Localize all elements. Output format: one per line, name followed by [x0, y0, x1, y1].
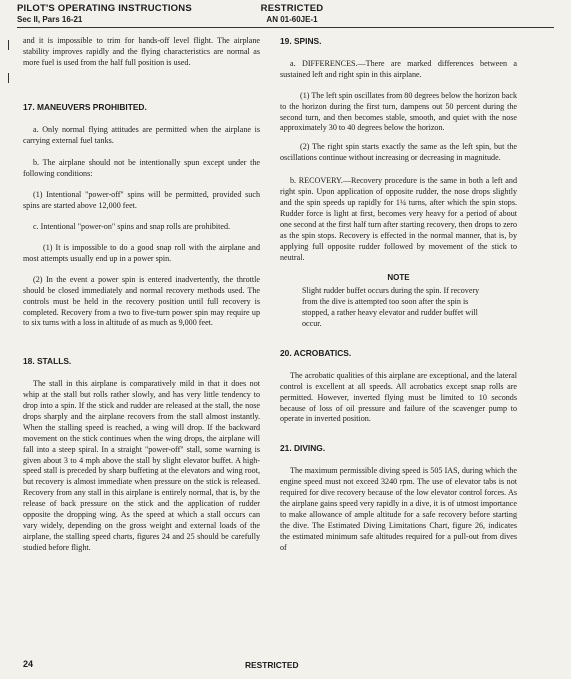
page-number: 24	[23, 659, 34, 669]
section-21-heading: 21. DIVING.	[280, 443, 326, 454]
section-19-a1: (1) The left spin oscillates from 80 degrees below the horizon back to the horizon during the first turn, dampens out 50 percent during the second turn, and then becomes stable, smooth, and quiet with the nose approximately 30 to 40 degrees below the horizon.	[280, 90, 517, 133]
section-20-heading: 20. ACROBATICS.	[280, 347, 352, 358]
note-body: Slight rudder buffet occurs during the spin. If recovery from the dive is attempted too soon after the spin is stopped, a rather heavy elevator and rudder buffet will occur.	[302, 286, 480, 329]
footer-classification: RESTRICTED	[245, 660, 299, 670]
header-doc-number: AN 01-60JE-1	[266, 15, 318, 24]
section-17-c1: (1) It is impossible to do a good snap roll with the airplane and most attempts usually end up in a power spin.	[23, 242, 260, 263]
header-right	[252, 3, 332, 24]
intro-paragraph: and it is impossible to trim for hands-off level flight. The airplane stability improves rapidly and the flying characteristics are normal as more fuel is used from the half full position is used.	[23, 36, 260, 67]
margin-mark	[8, 40, 9, 50]
section-17-a: a. Only normal flying attitudes are permitted when the airplane is carrying external fuel tanks.	[23, 124, 260, 145]
section-17-c: c. Intentional "power-on" spins and snap rolls are prohibited.	[33, 222, 231, 232]
header-section: Sec II, Pars 16-21	[17, 15, 83, 24]
note-heading: NOTE	[387, 273, 410, 283]
section-21-body: The maximum permissible diving speed is 505 IAS, during which the engine speed must not exceed 3240 rpm. The use of elevator tabs is not required for dive recovery because of the low elevator control forces. As the airplane gains speed very rapidly in a dive, it is of utmost importance to make allowance of ample altitude for a safe recovery before starting the dive. The Estimated Diving Limitations Chart, figure 26, indicates the estimated minimum safe altitudes required for a pull-out from dives of	[280, 466, 517, 552]
margin-mark	[8, 73, 9, 83]
section-17-heading: 17. MANEUVERS PROHIBITED.	[23, 101, 147, 112]
section-18-heading: 18. STALLS.	[23, 356, 72, 367]
header-classification: RESTRICTED	[260, 3, 324, 14]
left-column	[23, 36, 260, 554]
right-column	[280, 36, 517, 554]
section-20-body: The acrobatic qualities of this airplane are exceptional, and the lateral control is excellent at all speeds. All acrobatics except snap rolls are permitted. However, inverted flying must be limited to 10 seconds because of loss of oil pressure and failure of the scavenger pump to operate in inverted position.	[280, 370, 517, 424]
header-title: PILOT'S OPERATING INSTRUCTIONS	[17, 3, 192, 14]
section-19-b: b. RECOVERY.—Recovery procedure is the same in both a left and right spin. Upon application of opposite rudder, the nose drops slightly and the spin speeds up rapidly for 1¼ turns, after which the spin stops. Rudder force is light at first, becomes very heavy for a period of about one second at the first half turn after starting recovery, then drops to zero as the spin stops. Recovery is effected in the normal manner, that is, by applying full opposite rudder followed by movement of the stick to neutral.	[280, 176, 517, 262]
header-left	[17, 3, 192, 24]
section-17-b1: (1) Intentional "power-off" spins will be permitted, provided such spins are started above 12,000 feet.	[23, 190, 260, 211]
section-19-a: a. DIFFERENCES.—There are marked differences between a sustained left and right spin in this airplane.	[280, 58, 517, 79]
section-19-heading: 19. SPINS.	[280, 36, 322, 46]
header-rule	[17, 27, 554, 28]
section-17-c2: (2) In the event a power spin is entered inadvertently, the throttle should be closed immediately and normal recovery methods used. The controls must be held in the recovery position until full recovery is completed. Recovery from a two to five-turn power spin may require up to six turns with a loss in altitude of as much as 9,000 feet.	[23, 274, 260, 328]
section-17-b: b. The airplane should not be intentionally spun except under the following conditions:	[23, 158, 260, 179]
section-18-body: The stall in this airplane is comparatively mild in that it does not whip at the stall but rolls rather slowly, and has very little tendency to drop into a spin. If the stick and rudder are released at the stall, the nose drops sharply and the airplane recovers from the stall almost instantly. When the stalling speed is reached, a wing will drop. If the backward movement on the stick continues when the wing drops, the airplane will fall into a steep spiral. In a straight "power-off" stall, some warning is given about 3 to 4 mph above the stall by slight elevator buffet. A high-speed stall is preceded by sharp buffeting at the elevators and wing root, but recovery is almost immediate when pressure on the stick is released. Recovery from any stall in this airplane is entirely normal, that is, by the release of back pressure on the stick and the application of rudder opposite the dropping wing. As the speed at which a stall occurs can vary widely, depending on the gross weight and external loads of the airplane, the stalling speed charts, figures 24 and 25 should be carefully studied before flight.	[23, 379, 260, 552]
section-19-a2: (2) The right spin starts exactly the same as the left spin, but the oscillations continue without increasing or decreasing in magnitude.	[280, 142, 517, 163]
